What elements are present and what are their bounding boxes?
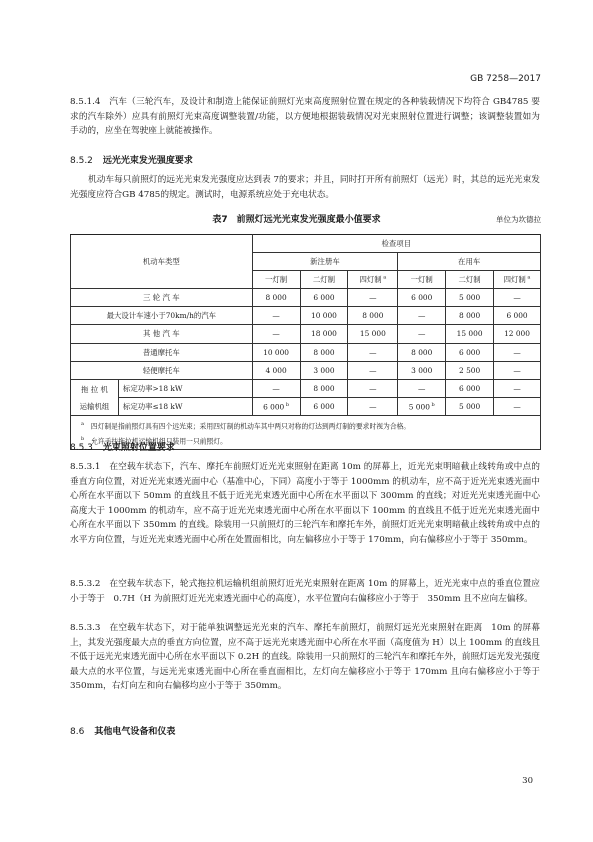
- section-title: 其他电气设备和仪表: [94, 727, 176, 737]
- row-label: 普通摩托车: [71, 343, 253, 361]
- table-unit: 单位为坎德拉: [496, 215, 541, 224]
- cell: 15 000: [446, 325, 494, 343]
- header-check-items: 检查项目: [252, 235, 540, 253]
- section-heading-8-5-2: [70, 153, 193, 166]
- clause-text: 在空载车状态下，汽车、摩托车前照灯近光光束照射在距离 10m 的屏幕上，近光光束明暗截止线转角或中点的垂直方向位置，对近光光束透光面中心（基准中心，下同）高度小于等于 1000mm 的机动车，应不高于近光光束透光面中心所在水平面以下 50mm 的直线且不低于近光光束透光面中心所在水平面以下 300mm 的直线；对近光光束透光面中心高度大于 1000mm 的机动车，应不高于近光光束透光面中心所在水平面以下 100mm 的直线且不低于近光光束透光面中心所在水平面以下 350mm 的直线。除装用一只前照灯的三轮汽车和摩托车外，前照灯近光光束明暗截止线转角或中点的水平方向位置，与近光光束透光面中心所在处置面相比，向左偏移应小于等于 170mm，向右偏移应小于等于 350mm。: [70, 462, 540, 545]
- clause-number: 8.5.3.1: [70, 462, 101, 472]
- header-sub: 四灯制 $^a$: [348, 271, 398, 289]
- cell: 3 000: [398, 361, 446, 379]
- section-number: 8.5.2: [70, 156, 93, 166]
- cell: —: [494, 379, 541, 397]
- cell: 6 000: [300, 398, 348, 416]
- cell: 8 000: [300, 379, 348, 397]
- clause-text: 汽车（三轮汽车，及设计和制造上能保证前照灯光束高度照射位置在规定的各种装载情况下均符合 GB4785 要求的汽车除外）应具有前照灯光束高度调整装置/功能，以方便地根据装载情况对光束照射位置进行调整；该调整装置如为手动的，应坐在驾驶座上就能被操作。: [70, 97, 540, 137]
- cell: 10 000: [300, 307, 348, 325]
- section-number: 8.5.3: [70, 443, 93, 453]
- clause-number: 8.5.1.4: [70, 97, 101, 107]
- clause-8-5-3-2: [70, 577, 540, 606]
- row-label: 三 轮 汽 车: [71, 289, 253, 307]
- cell: 15 000: [348, 325, 398, 343]
- cell: —: [494, 289, 541, 307]
- cell: 6 000 $^b$: [252, 398, 300, 416]
- clause-text: 在空载车状态下，对于能单独调整远光光束的汽车、摩托车前照灯，前照灯远光光束照射在距离 10m 的屏幕上，其发光强度最大点的垂直方向位置，应不高于远光光束透光面中心所在水平面（高度值为 H）以上 100mm 的直线且不低于远光光束透光面中心所在水平面以下 0.2H 的直线。除装用一只前照灯的三轮汽车和摩托车外，前照灯远光发光强度最大点的水平位置，与远光光束透光面中心所在垂直面相比，左灯向左偏移应小于等于 170mm 且向右偏移应小于等于 350mm，右灯向左和向右偏移均应小于等于 350mm。: [70, 623, 540, 692]
- cell: 6 000: [494, 307, 541, 325]
- row-group-label-tractor: 拖 拉 机 运输机组: [71, 379, 119, 415]
- table-row: [71, 289, 541, 307]
- cell: 3 000: [300, 361, 348, 379]
- table-row: [71, 325, 541, 343]
- row-label: 标定功率>18 kW: [118, 379, 252, 397]
- cell: —: [348, 361, 398, 379]
- header-sub: 二灯制: [300, 271, 348, 289]
- table-row: [71, 379, 541, 397]
- cell: —: [348, 398, 398, 416]
- cell: —: [252, 307, 300, 325]
- table-title: 表7 前照灯远光光束发光强度最小值要求: [212, 215, 381, 225]
- section-heading-8-6: [70, 724, 175, 737]
- cell: —: [398, 325, 446, 343]
- clause-number: 8.5.3.2: [70, 579, 101, 589]
- table-row: [71, 343, 541, 361]
- cell: 8 000: [446, 307, 494, 325]
- clause-number: 8.5.3.3: [70, 623, 101, 633]
- section-title: 光束照射位置要求: [102, 443, 175, 453]
- section-title: 远光光束发光强度要求: [102, 156, 193, 166]
- cell: —: [494, 398, 541, 416]
- cell: —: [494, 361, 541, 379]
- cell: —: [348, 343, 398, 361]
- cell: 6 000: [300, 289, 348, 307]
- cell: 5 000: [446, 398, 494, 416]
- cell: —: [252, 325, 300, 343]
- header-sub: 四灯制 $^a$: [494, 271, 541, 289]
- table-row: [71, 361, 541, 379]
- cell: —: [348, 289, 398, 307]
- cell: —: [494, 343, 541, 361]
- cell: 18 000: [300, 325, 348, 343]
- cell: 5 000: [446, 289, 494, 307]
- clause-text: 在空载车状态下，轮式拖拉机运输机组前照灯近光光束照射在距离 10m 的屏幕上，近光光束中点的垂直位置应小于等于 0.7H（H 为前照灯近光光束透光面中心的高度），水平位置向右偏移应小于等于 350mm 且不应向左偏移。: [70, 579, 540, 604]
- section-heading-8-5-3: [70, 440, 175, 453]
- cell: —: [398, 379, 446, 397]
- header-vehicle-type: 机动车类型: [71, 235, 253, 289]
- cell: 6 000: [446, 343, 494, 361]
- header-sub: 二灯制: [446, 271, 494, 289]
- paragraph-8-5-2: 机动车每只前照灯的远光光束发光强度应达到表 7的要求；并且，同时打开所有前照灯（远光）时，其总的远光光束发光强度应符合GB 4785的规定。测试时，电源系统应处于充电状态。: [70, 175, 540, 200]
- cell: 12 000: [494, 325, 541, 343]
- header-in-use: 在用车: [398, 253, 541, 271]
- table-header-row: [71, 235, 541, 253]
- cell: 8 000: [300, 343, 348, 361]
- header-new-registration: 新注册车: [252, 253, 398, 271]
- row-label: 最大设计车速小于70km/h的汽车: [71, 307, 253, 325]
- cell: 10 000: [252, 343, 300, 361]
- clause-8-5-3-1: [70, 460, 540, 548]
- standard-number: GB 7258—2017: [470, 74, 541, 84]
- cell: —: [252, 379, 300, 397]
- cell: 4 000: [252, 361, 300, 379]
- header-sub: 一灯制: [252, 271, 300, 289]
- cell: 5 000 $^b$: [398, 398, 446, 416]
- cell: 6 000: [446, 379, 494, 397]
- table-row: [71, 307, 541, 325]
- row-label: 其 他 汽 车: [71, 325, 253, 343]
- cell: 2 500: [446, 361, 494, 379]
- cell: 8 000: [398, 343, 446, 361]
- cell: —: [398, 307, 446, 325]
- page-number: 30: [522, 776, 533, 786]
- clause-8-5-1-4: [70, 95, 540, 139]
- table-row: [71, 398, 541, 416]
- light-intensity-table: [70, 234, 541, 450]
- header-sub: 一灯制: [398, 271, 446, 289]
- cell: 8 000: [348, 307, 398, 325]
- row-label: 轻便摩托车: [71, 361, 253, 379]
- row-label: 标定功率≤18 kW: [118, 398, 252, 416]
- clause-8-5-3-3: [70, 621, 540, 694]
- note-a: $^a$ 四灯制是指前照灯具有四个远光束；采用四灯制的机动车其中两只对称的灯达到两灯制的要求时视为合格。: [81, 421, 411, 431]
- cell: —: [348, 379, 398, 397]
- note-b: $^b$ 允许手扶拖拉机运输机组只装用一只前照灯。: [81, 435, 227, 445]
- cell: 8 000: [252, 289, 300, 307]
- cell: 6 000: [398, 289, 446, 307]
- section-number: 8.6: [70, 727, 85, 737]
